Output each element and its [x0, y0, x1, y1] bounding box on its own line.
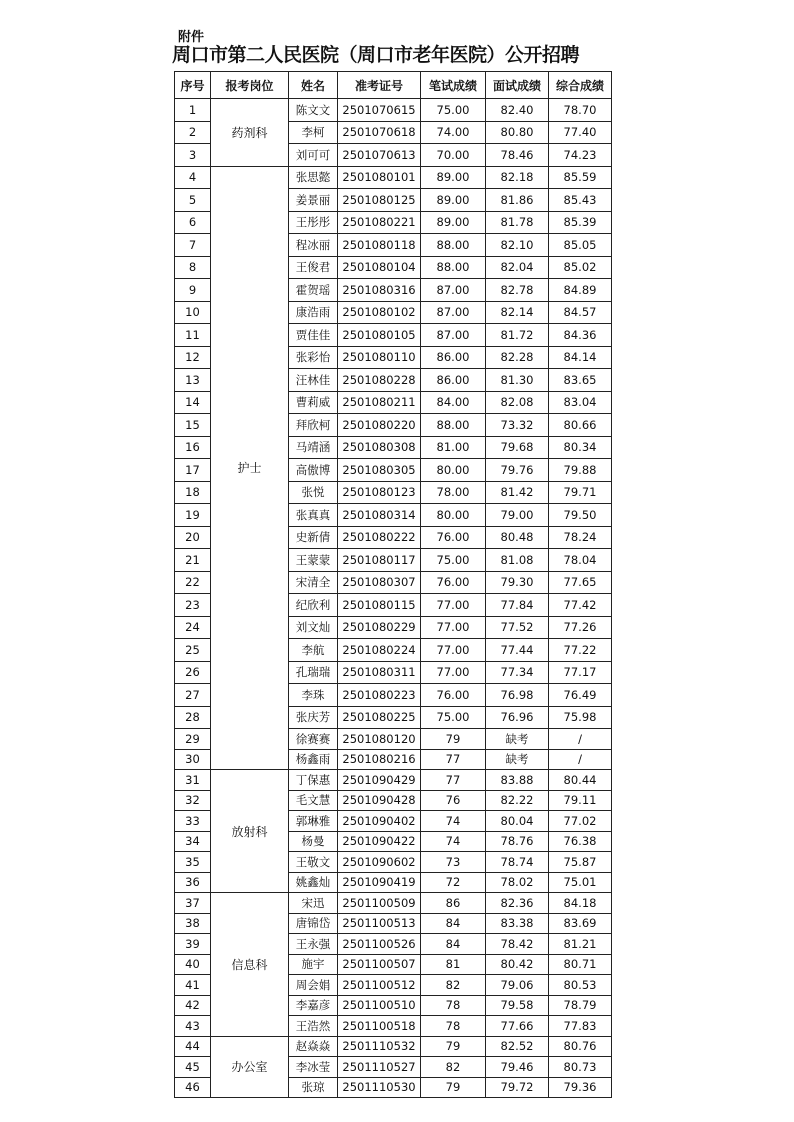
written-score: 89.00: [421, 211, 486, 234]
column-header: 报考岗位: [211, 72, 289, 99]
total-score: 75.01: [549, 872, 612, 893]
interview-score: 78.74: [486, 852, 549, 873]
total-score: 85.05: [549, 234, 612, 257]
row-number: 46: [175, 1077, 211, 1098]
row-number: 12: [175, 346, 211, 369]
exam-id: 2501080225: [338, 706, 421, 729]
total-score: 77.40: [549, 121, 612, 144]
department-cell: 护士: [211, 166, 289, 770]
total-score: 84.89: [549, 279, 612, 302]
exam-id: 2501080104: [338, 256, 421, 279]
total-score: 83.04: [549, 391, 612, 414]
row-number: 43: [175, 1016, 211, 1037]
total-score: 79.11: [549, 790, 612, 811]
attachment-label: 附件: [178, 30, 205, 45]
row-number: 38: [175, 913, 211, 934]
total-score: 77.42: [549, 594, 612, 617]
candidate-name: 王蒙蒙: [289, 549, 338, 572]
candidate-name: 姚鑫灿: [289, 872, 338, 893]
interview-score: 79.72: [486, 1077, 549, 1098]
row-number: 40: [175, 954, 211, 975]
written-score: 87.00: [421, 301, 486, 324]
candidate-name: 张思懿: [289, 166, 338, 189]
written-score: 78: [421, 995, 486, 1016]
total-score: 77.83: [549, 1016, 612, 1037]
total-score: 76.49: [549, 684, 612, 707]
column-header: 序号: [175, 72, 211, 99]
interview-score: 81.30: [486, 369, 549, 392]
candidate-name: 李嘉彦: [289, 995, 338, 1016]
candidate-name: 程冰丽: [289, 234, 338, 257]
exam-id: 2501100526: [338, 934, 421, 955]
total-score: 80.44: [549, 770, 612, 791]
total-score: 83.69: [549, 913, 612, 934]
exam-id: 2501080222: [338, 526, 421, 549]
written-score: 77: [421, 770, 486, 791]
candidate-name: 赵焱焱: [289, 1036, 338, 1057]
column-header: 准考证号: [338, 72, 421, 99]
interview-score: 79.76: [486, 459, 549, 482]
written-score: 80.00: [421, 459, 486, 482]
exam-id: 2501090419: [338, 872, 421, 893]
candidate-name: 汪林佳: [289, 369, 338, 392]
exam-id: 2501080311: [338, 661, 421, 684]
row-number: 44: [175, 1036, 211, 1057]
interview-score: 83.38: [486, 913, 549, 934]
written-score: 86.00: [421, 369, 486, 392]
written-score: 77.00: [421, 594, 486, 617]
interview-score: 79.00: [486, 504, 549, 527]
exam-id: 2501080221: [338, 211, 421, 234]
table-row: [175, 1036, 612, 1057]
candidate-name: 张真真: [289, 504, 338, 527]
candidate-name: 刘文灿: [289, 616, 338, 639]
total-score: 76.38: [549, 831, 612, 852]
exam-id: 2501080115: [338, 594, 421, 617]
row-number: 35: [175, 852, 211, 873]
column-header: 面试成绩: [486, 72, 549, 99]
written-score: 79: [421, 1036, 486, 1057]
row-number: 24: [175, 616, 211, 639]
candidate-name: 姜景丽: [289, 189, 338, 212]
total-score: 79.88: [549, 459, 612, 482]
interview-score: 77.52: [486, 616, 549, 639]
interview-score: 80.04: [486, 811, 549, 832]
total-score: 79.50: [549, 504, 612, 527]
total-score: 80.53: [549, 975, 612, 996]
interview-score: 83.88: [486, 770, 549, 791]
total-score: 85.43: [549, 189, 612, 212]
exam-id: 2501100510: [338, 995, 421, 1016]
total-score: 74.23: [549, 144, 612, 167]
row-number: 23: [175, 594, 211, 617]
exam-id: 2501090422: [338, 831, 421, 852]
candidate-name: 徐赛赛: [289, 729, 338, 750]
department-cell: 放射科: [211, 770, 289, 893]
written-score: 81.00: [421, 436, 486, 459]
written-score: 84.00: [421, 391, 486, 414]
interview-score: 80.80: [486, 121, 549, 144]
exam-id: 2501080216: [338, 749, 421, 770]
written-score: 82: [421, 1057, 486, 1078]
candidate-name: 贾佳佳: [289, 324, 338, 347]
total-score: 84.14: [549, 346, 612, 369]
row-number: 8: [175, 256, 211, 279]
exam-id: 2501080308: [338, 436, 421, 459]
written-score: 75.00: [421, 549, 486, 572]
written-score: 88.00: [421, 234, 486, 257]
row-number: 14: [175, 391, 211, 414]
candidate-name: 毛文慧: [289, 790, 338, 811]
candidate-name: 刘可可: [289, 144, 338, 167]
exam-id: 2501080123: [338, 481, 421, 504]
row-number: 9: [175, 279, 211, 302]
total-score: 77.65: [549, 571, 612, 594]
written-score: 76.00: [421, 684, 486, 707]
exam-id: 2501080117: [338, 549, 421, 572]
written-score: 75.00: [421, 99, 486, 122]
row-number: 36: [175, 872, 211, 893]
total-score: 80.73: [549, 1057, 612, 1078]
interview-score: 81.72: [486, 324, 549, 347]
row-number: 2: [175, 121, 211, 144]
total-score: 80.76: [549, 1036, 612, 1057]
row-number: 42: [175, 995, 211, 1016]
candidate-name: 纪欣利: [289, 594, 338, 617]
exam-id: 2501080220: [338, 414, 421, 437]
row-number: 22: [175, 571, 211, 594]
row-number: 15: [175, 414, 211, 437]
row-number: 13: [175, 369, 211, 392]
candidate-name: 孔瑞瑞: [289, 661, 338, 684]
total-score: 85.39: [549, 211, 612, 234]
candidate-name: 郭琳雅: [289, 811, 338, 832]
interview-score: 79.68: [486, 436, 549, 459]
row-number: 18: [175, 481, 211, 504]
written-score: 72: [421, 872, 486, 893]
interview-score: 79.46: [486, 1057, 549, 1078]
exam-id: 2501080228: [338, 369, 421, 392]
written-score: 80.00: [421, 504, 486, 527]
written-score: 76.00: [421, 571, 486, 594]
row-number: 5: [175, 189, 211, 212]
written-score: 89.00: [421, 189, 486, 212]
exam-id: 2501080305: [338, 459, 421, 482]
table-row: [175, 99, 612, 122]
row-number: 34: [175, 831, 211, 852]
written-score: 84: [421, 934, 486, 955]
interview-score: 缺考: [486, 749, 549, 770]
candidate-name: 王俊君: [289, 256, 338, 279]
interview-score: 78.42: [486, 934, 549, 955]
written-score: 78: [421, 1016, 486, 1037]
table-row: [175, 770, 612, 791]
exam-id: 2501100512: [338, 975, 421, 996]
row-number: 29: [175, 729, 211, 750]
interview-score: 81.42: [486, 481, 549, 504]
page-title: 周口市第二人民医院（周口市老年医院）公开招聘: [172, 44, 580, 66]
candidate-name: 高傲博: [289, 459, 338, 482]
exam-id: 2501080105: [338, 324, 421, 347]
total-score: 80.71: [549, 954, 612, 975]
written-score: 87.00: [421, 279, 486, 302]
exam-id: 2501080316: [338, 279, 421, 302]
candidate-name: 李冰莹: [289, 1057, 338, 1078]
exam-id: 2501090429: [338, 770, 421, 791]
exam-id: 2501100518: [338, 1016, 421, 1037]
candidate-name: 张琼: [289, 1077, 338, 1098]
interview-score: 缺考: [486, 729, 549, 750]
interview-score: 77.66: [486, 1016, 549, 1037]
interview-score: 79.30: [486, 571, 549, 594]
written-score: 87.00: [421, 324, 486, 347]
candidate-name: 杨曼: [289, 831, 338, 852]
interview-score: 82.52: [486, 1036, 549, 1057]
interview-score: 77.34: [486, 661, 549, 684]
row-number: 21: [175, 549, 211, 572]
exam-id: 2501100509: [338, 893, 421, 914]
written-score: 74: [421, 811, 486, 832]
total-score: 84.57: [549, 301, 612, 324]
row-number: 39: [175, 934, 211, 955]
candidate-name: 王浩然: [289, 1016, 338, 1037]
department-cell: 信息科: [211, 893, 289, 1037]
exam-id: 2501080118: [338, 234, 421, 257]
row-number: 27: [175, 684, 211, 707]
written-score: 86: [421, 893, 486, 914]
row-number: 4: [175, 166, 211, 189]
interview-score: 77.84: [486, 594, 549, 617]
exam-id: 2501090428: [338, 790, 421, 811]
row-number: 37: [175, 893, 211, 914]
row-number: 19: [175, 504, 211, 527]
exam-id: 2501080307: [338, 571, 421, 594]
row-number: 26: [175, 661, 211, 684]
row-number: 6: [175, 211, 211, 234]
candidate-name: 张悦: [289, 481, 338, 504]
total-score: 78.24: [549, 526, 612, 549]
written-score: 88.00: [421, 414, 486, 437]
total-score: 79.36: [549, 1077, 612, 1098]
department-cell: 药剂科: [211, 99, 289, 167]
candidate-name: 马靖涵: [289, 436, 338, 459]
candidate-name: 李柯: [289, 121, 338, 144]
exam-id: 2501110527: [338, 1057, 421, 1078]
candidate-name: 康浩雨: [289, 301, 338, 324]
row-number: 45: [175, 1057, 211, 1078]
interview-score: 81.78: [486, 211, 549, 234]
interview-score: 80.48: [486, 526, 549, 549]
written-score: 79: [421, 1077, 486, 1098]
candidate-name: 王彤彤: [289, 211, 338, 234]
candidate-name: 张彩怡: [289, 346, 338, 369]
interview-score: 82.78: [486, 279, 549, 302]
written-score: 75.00: [421, 706, 486, 729]
row-number: 3: [175, 144, 211, 167]
candidate-name: 宋迅: [289, 893, 338, 914]
candidate-name: 曹莉威: [289, 391, 338, 414]
exam-id: 2501090402: [338, 811, 421, 832]
row-number: 41: [175, 975, 211, 996]
row-number: 31: [175, 770, 211, 791]
total-score: 77.22: [549, 639, 612, 662]
candidate-name: 拜欣柯: [289, 414, 338, 437]
interview-score: 82.28: [486, 346, 549, 369]
candidate-name: 王永强: [289, 934, 338, 955]
interview-score: 78.02: [486, 872, 549, 893]
total-score: 78.70: [549, 99, 612, 122]
total-score: 78.79: [549, 995, 612, 1016]
candidate-name: 陈文文: [289, 99, 338, 122]
exam-id: 2501080120: [338, 729, 421, 750]
total-score: /: [549, 729, 612, 750]
written-score: 82: [421, 975, 486, 996]
interview-score: 81.08: [486, 549, 549, 572]
total-score: 84.36: [549, 324, 612, 347]
total-score: 78.04: [549, 549, 612, 572]
interview-score: 80.42: [486, 954, 549, 975]
row-number: 16: [175, 436, 211, 459]
exam-id: 2501090602: [338, 852, 421, 873]
row-number: 1: [175, 99, 211, 122]
total-score: 75.87: [549, 852, 612, 873]
written-score: 76.00: [421, 526, 486, 549]
written-score: 77: [421, 749, 486, 770]
candidate-name: 张庆芳: [289, 706, 338, 729]
interview-score: 82.18: [486, 166, 549, 189]
written-score: 84: [421, 913, 486, 934]
total-score: 77.02: [549, 811, 612, 832]
column-header: 姓名: [289, 72, 338, 99]
written-score: 88.00: [421, 256, 486, 279]
row-number: 33: [175, 811, 211, 832]
interview-score: 82.40: [486, 99, 549, 122]
written-score: 77.00: [421, 661, 486, 684]
candidate-name: 宋清全: [289, 571, 338, 594]
written-score: 70.00: [421, 144, 486, 167]
row-number: 17: [175, 459, 211, 482]
interview-score: 82.36: [486, 893, 549, 914]
exam-id: 2501080229: [338, 616, 421, 639]
total-score: 75.98: [549, 706, 612, 729]
exam-id: 2501080224: [338, 639, 421, 662]
row-number: 30: [175, 749, 211, 770]
written-score: 73: [421, 852, 486, 873]
interview-score: 77.44: [486, 639, 549, 662]
candidate-name: 施宇: [289, 954, 338, 975]
table-row: [175, 893, 612, 914]
total-score: 77.26: [549, 616, 612, 639]
score-table: [174, 71, 612, 1098]
row-number: 11: [175, 324, 211, 347]
total-score: 84.18: [549, 893, 612, 914]
exam-id: 2501070615: [338, 99, 421, 122]
exam-id: 2501110530: [338, 1077, 421, 1098]
candidate-name: 杨鑫雨: [289, 749, 338, 770]
total-score: 81.21: [549, 934, 612, 955]
row-number: 10: [175, 301, 211, 324]
candidate-name: 王敬文: [289, 852, 338, 873]
written-score: 89.00: [421, 166, 486, 189]
exam-id: 2501100513: [338, 913, 421, 934]
written-score: 76: [421, 790, 486, 811]
exam-id: 2501080102: [338, 301, 421, 324]
written-score: 79: [421, 729, 486, 750]
table-header-row: [175, 72, 612, 99]
candidate-name: 霍贺瑶: [289, 279, 338, 302]
exam-id: 2501080101: [338, 166, 421, 189]
interview-score: 82.14: [486, 301, 549, 324]
interview-score: 78.46: [486, 144, 549, 167]
candidate-name: 李珠: [289, 684, 338, 707]
row-number: 25: [175, 639, 211, 662]
interview-score: 79.06: [486, 975, 549, 996]
table-row: [175, 166, 612, 189]
candidate-name: 丁保惠: [289, 770, 338, 791]
written-score: 81: [421, 954, 486, 975]
exam-id: 2501080223: [338, 684, 421, 707]
interview-score: 82.10: [486, 234, 549, 257]
interview-score: 73.32: [486, 414, 549, 437]
interview-score: 79.58: [486, 995, 549, 1016]
exam-id: 2501080314: [338, 504, 421, 527]
written-score: 74: [421, 831, 486, 852]
written-score: 74.00: [421, 121, 486, 144]
total-score: 83.65: [549, 369, 612, 392]
written-score: 86.00: [421, 346, 486, 369]
row-number: 20: [175, 526, 211, 549]
interview-score: 82.08: [486, 391, 549, 414]
row-number: 7: [175, 234, 211, 257]
row-number: 28: [175, 706, 211, 729]
interview-score: 78.76: [486, 831, 549, 852]
column-header: 综合成绩: [549, 72, 612, 99]
written-score: 78.00: [421, 481, 486, 504]
total-score: 85.02: [549, 256, 612, 279]
interview-score: 76.98: [486, 684, 549, 707]
total-score: /: [549, 749, 612, 770]
total-score: 77.17: [549, 661, 612, 684]
exam-id: 2501080125: [338, 189, 421, 212]
exam-id: 2501080211: [338, 391, 421, 414]
total-score: 79.71: [549, 481, 612, 504]
interview-score: 82.22: [486, 790, 549, 811]
exam-id: 2501070613: [338, 144, 421, 167]
row-number: 32: [175, 790, 211, 811]
candidate-name: 唐锦岱: [289, 913, 338, 934]
exam-id: 2501070618: [338, 121, 421, 144]
interview-score: 82.04: [486, 256, 549, 279]
written-score: 77.00: [421, 616, 486, 639]
exam-id: 2501100507: [338, 954, 421, 975]
exam-id: 2501110532: [338, 1036, 421, 1057]
interview-score: 81.86: [486, 189, 549, 212]
candidate-name: 周会娟: [289, 975, 338, 996]
department-cell: 办公室: [211, 1036, 289, 1098]
candidate-name: 李航: [289, 639, 338, 662]
candidate-name: 史新倩: [289, 526, 338, 549]
exam-id: 2501080110: [338, 346, 421, 369]
total-score: 85.59: [549, 166, 612, 189]
total-score: 80.66: [549, 414, 612, 437]
total-score: 80.34: [549, 436, 612, 459]
interview-score: 76.96: [486, 706, 549, 729]
written-score: 77.00: [421, 639, 486, 662]
column-header: 笔试成绩: [421, 72, 486, 99]
